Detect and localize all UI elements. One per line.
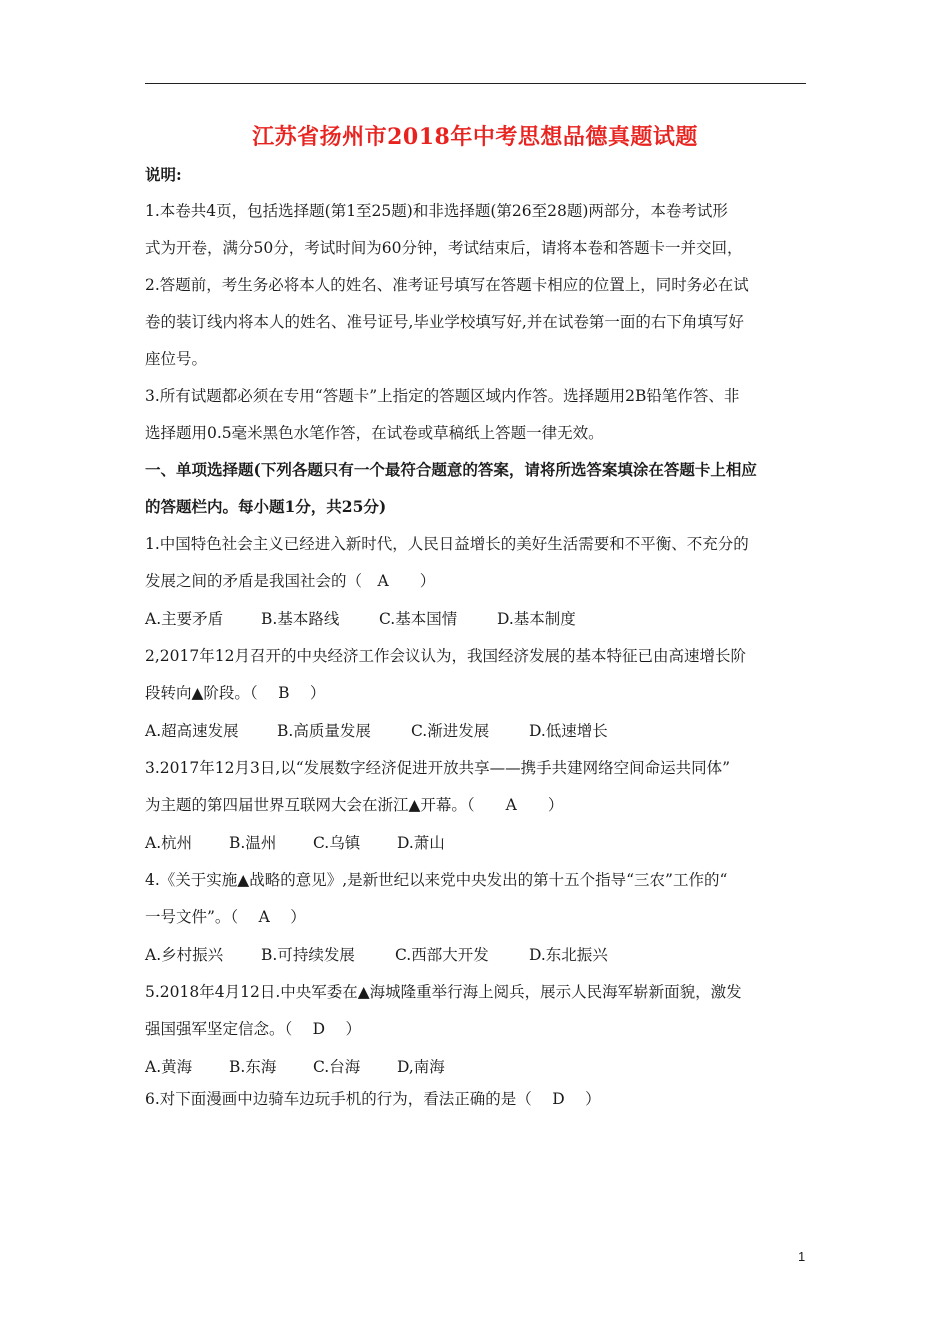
option-b: B.基本路线 <box>261 610 340 628</box>
option-a: A.乡村振兴 <box>145 946 224 964</box>
option-d: D.基本制度 <box>497 610 576 628</box>
question-3-options <box>145 833 815 853</box>
instruction-line: 选择题用0.5毫米黑色水笔作答，在试卷或草稿纸上答题一律无效。 <box>145 424 604 442</box>
header-rule <box>145 83 806 84</box>
instruction-line: 式为开卷，满分50分，考试时间为60分钟，考试结束后，请将本卷和答题卡一并交回， <box>145 239 743 257</box>
option-d: D.东北振兴 <box>529 946 608 964</box>
question-2-line: 段转向▲阶段。（ B ） <box>145 684 326 702</box>
question-3-line: 3.2017年12月3日,以“发展数字经济促进开放共享——携手共建网络空间命运共同体” <box>145 759 731 777</box>
question-4-line: 4.《关于实施▲战略的意见》,是新世纪以来党中央发出的第十五个指导“三农”工作的“ <box>145 871 728 889</box>
option-c: C.乌镇 <box>313 834 361 852</box>
option-c: C.台海 <box>313 1058 361 1076</box>
option-c: C.基本国情 <box>379 610 458 628</box>
option-a: A.黄海 <box>145 1058 193 1076</box>
option-c: C.西部大开发 <box>395 946 489 964</box>
question-5-options <box>145 1057 815 1077</box>
option-b: B.高质量发展 <box>277 722 371 740</box>
question-1-line: 发展之间的矛盾是我国社会的（ A ） <box>145 572 436 590</box>
question-4-line: 一号文件”。（ A ） <box>145 908 306 926</box>
instruction-line: 2.答题前，考生务必将本人的姓名、准考证号填写在答题卡相应的位置上，同时务必在试 <box>145 276 749 294</box>
question-2-options <box>145 721 815 741</box>
option-a: A.主要矛盾 <box>145 610 224 628</box>
instruction-line: 座位号。 <box>145 350 208 368</box>
option-d: D.萧山 <box>397 834 445 852</box>
question-6-line: 6.对下面漫画中边骑车边玩手机的行为，看法正确的是（ D ） <box>145 1090 601 1108</box>
page-number: 1 <box>798 1249 806 1264</box>
question-5-line: 强国强军坚定信念。（ D ） <box>145 1020 362 1038</box>
section-heading: 一、单项选择题(下列各题只有一个最符合题意的答案，请将所选答案填涂在答题卡上相应 <box>145 460 757 479</box>
question-1-line: 1.中国特色社会主义已经进入新时代，人民日益增长的美好生活需要和不平衡、不充分的 <box>145 535 749 553</box>
option-a: A.超高速发展 <box>145 722 239 740</box>
document-title: 江苏省扬州市2018年中考思想品德真题试题 <box>252 124 698 150</box>
option-d: D.低速增长 <box>529 722 608 740</box>
section-heading: 的答题栏内。每小题1分，共25分) <box>145 497 387 516</box>
question-4-options <box>145 945 815 965</box>
option-d: D,南海 <box>397 1058 445 1076</box>
option-b: B.温州 <box>229 834 277 852</box>
instruction-line: 1.本卷共4页，包括选择题(第1至25题)和非选择题(第26至28题)两部分，本卷考试形 <box>145 202 728 220</box>
instructions-heading: 说明: <box>145 165 182 184</box>
question-2-line: 2,2017年12月召开的中央经济工作会议认为，我国经济发展的基本特征已由高速增长阶 <box>145 647 746 665</box>
question-5-line: 5.2018年4月12日.中央军委在▲海城隆重举行海上阅兵，展示人民海军崭新面貌，激发 <box>145 983 742 1001</box>
option-c: C.渐进发展 <box>411 722 490 740</box>
instruction-line: 卷的装订线内将本人的姓名、准号证号,毕业学校填写好,并在试卷第一面的右下角填写好 <box>145 313 744 331</box>
option-b: B.可持续发展 <box>261 946 355 964</box>
option-a: A.杭州 <box>145 834 193 852</box>
question-1-options <box>145 609 815 629</box>
question-3-line: 为主题的第四届世界互联网大会在浙江▲开幕。（ A ） <box>145 796 564 814</box>
option-b: B.东海 <box>229 1058 277 1076</box>
instruction-line: 3.所有试题都必须在专用“答题卡”上指定的答题区域内作答。选择题用2B铅笔作答、非 <box>145 387 740 405</box>
